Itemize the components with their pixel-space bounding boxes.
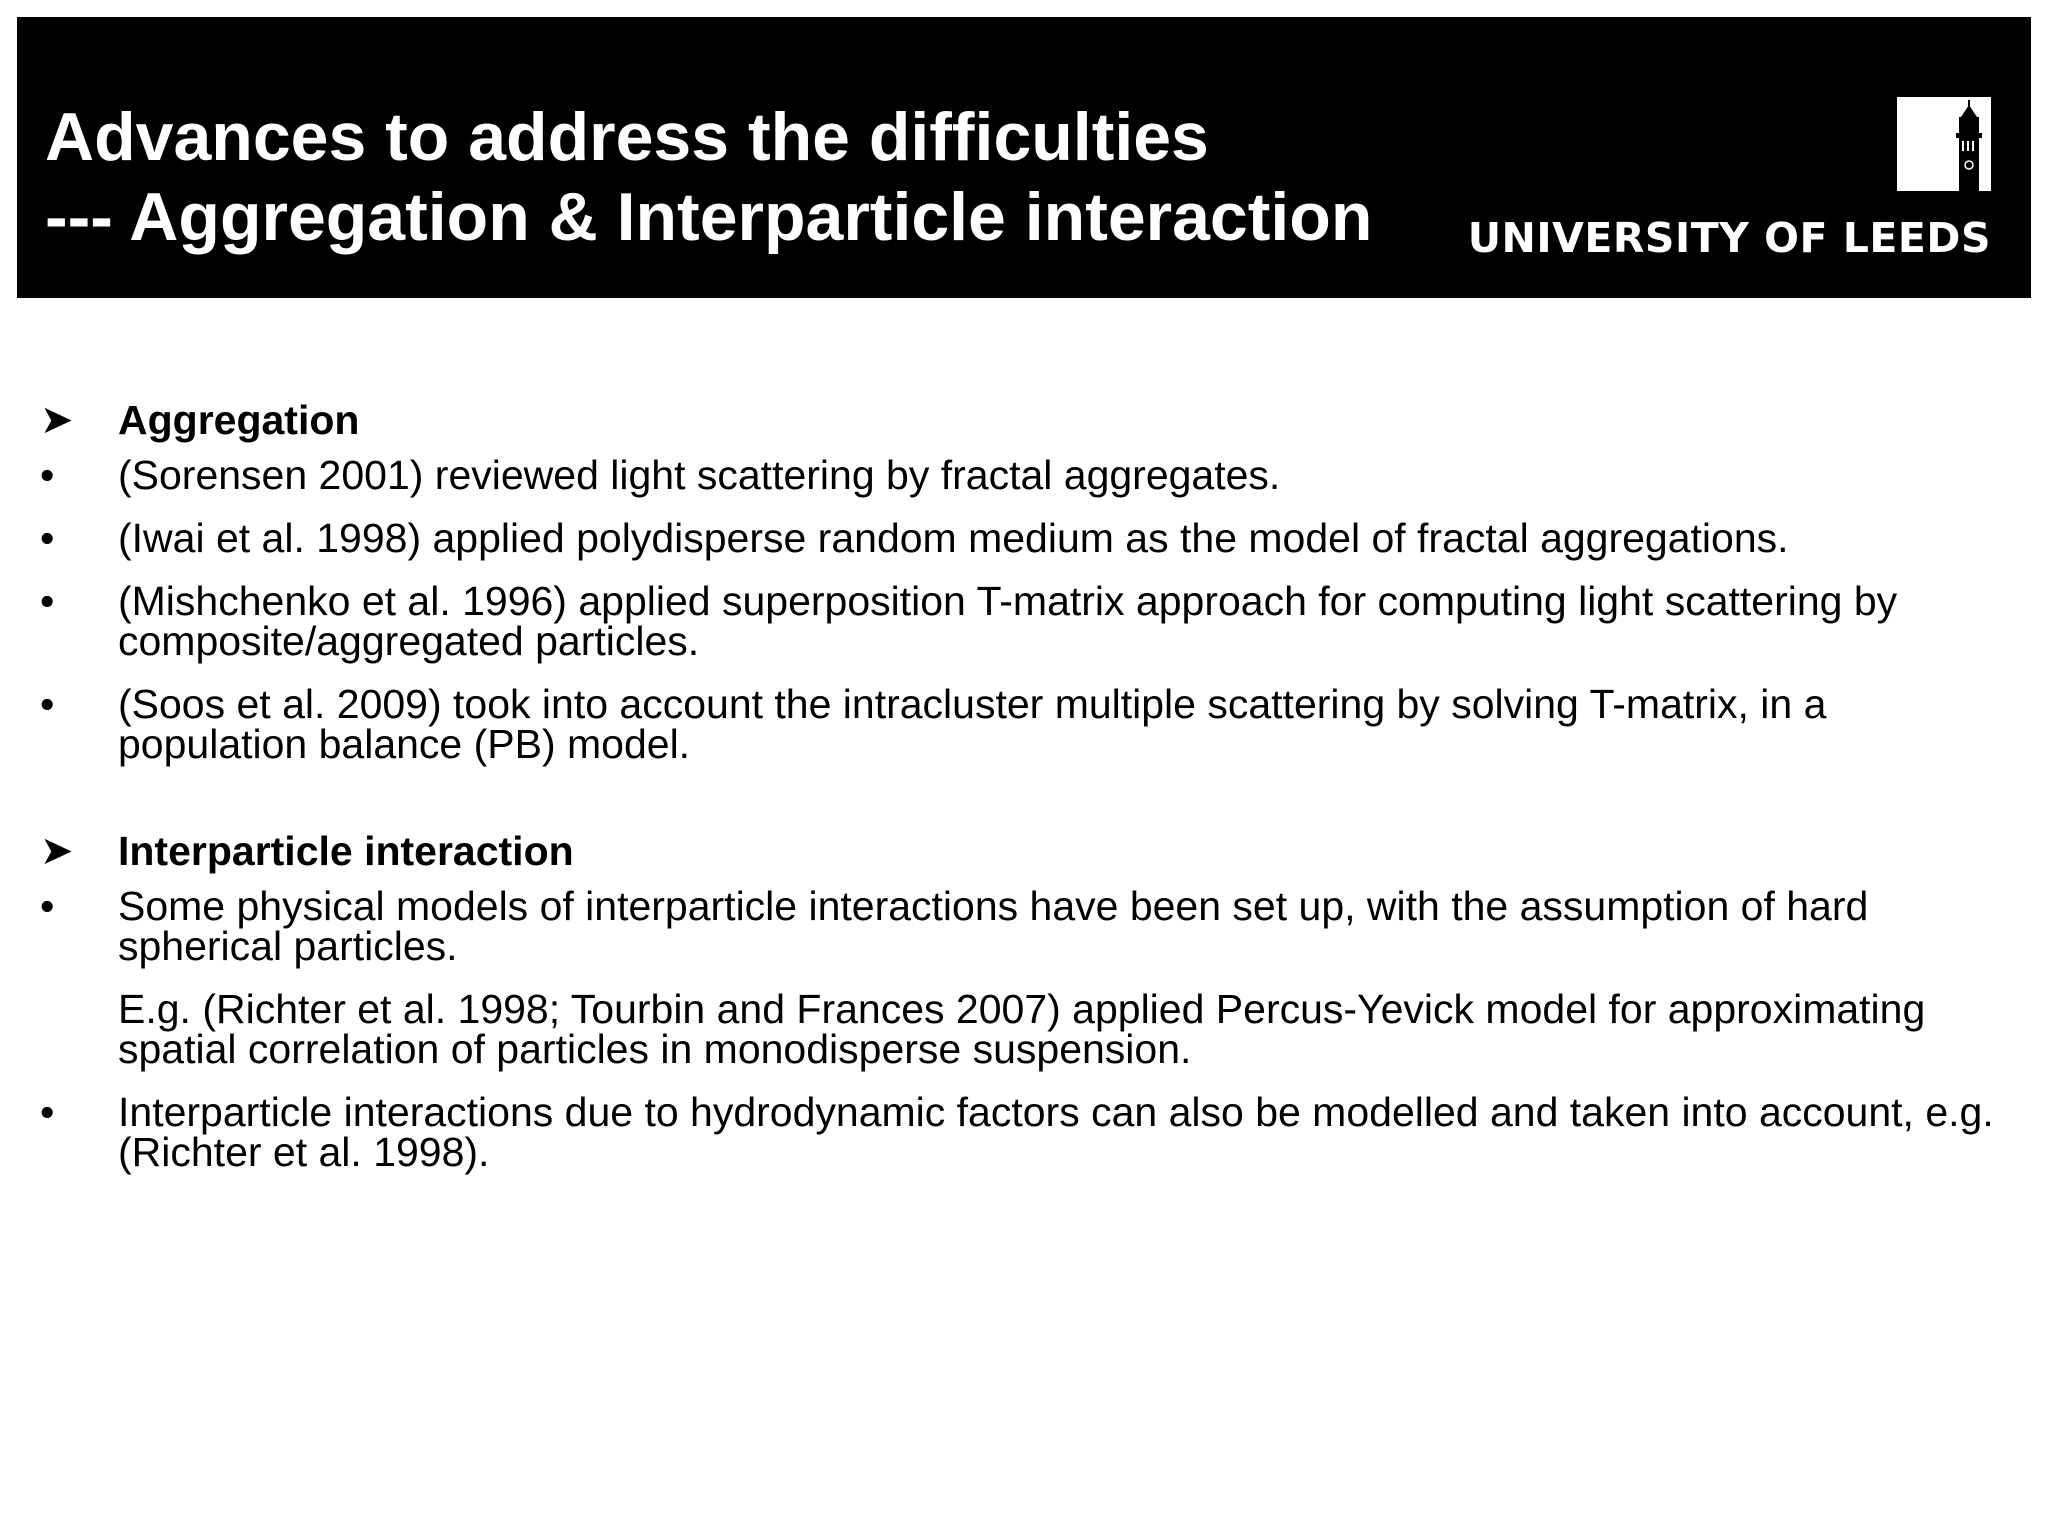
university-logo <box>1431 97 1991 267</box>
list-item-text: (Sorensen 2001) reviewed light scattering by fractal aggregates. <box>118 452 1281 498</box>
university-name: UNIVERSITY OF LEEDS <box>1467 214 1991 262</box>
list-item-text: Interparticle interactions due to hydrodynamic factors can also be modelled and taken into account, e.g. (Richter et al. 1998). <box>118 1089 1994 1175</box>
arrow-bullet-icon: ➤ <box>40 398 74 442</box>
slide-title <box>45 97 1372 257</box>
list-item <box>0 515 2048 561</box>
bullet-icon: • <box>40 452 55 498</box>
slide-title-line-1: Advances to address the difficulties <box>45 99 1209 175</box>
bullet-icon: • <box>40 883 55 929</box>
bullet-icon: • <box>40 578 55 624</box>
list-item <box>0 1089 2048 1175</box>
slide-title-line-2: --- Aggregation & Interparticle interaction <box>45 179 1373 255</box>
section-heading <box>0 826 2048 876</box>
list-item <box>0 681 2048 767</box>
bullet-icon: • <box>40 515 55 561</box>
leeds-tower-icon <box>1897 97 1991 191</box>
header-banner <box>17 17 2031 298</box>
bullet-icon: • <box>40 1089 55 1135</box>
example-paragraph: E.g. (Richter et al. 1998; Tourbin and Frances 2007) applied Percus-Yevick model for approximating spatial correlation of particles in monodisperse suspension. <box>118 986 1926 1072</box>
list-item-text: Some physical models of interparticle interactions have been set up, with the assumption of hard spherical particles. <box>118 883 1869 969</box>
section-heading-text: Interparticle interaction <box>118 828 574 874</box>
section-aggregation <box>0 395 2048 767</box>
list-item-text: (Mishchenko et al. 1996) applied superposition T-matrix approach for computing light scattering by composite/aggregated particles. <box>118 578 1898 664</box>
list-item-text: (Iwai et al. 1998) applied polydisperse random medium as the model of fractal aggregations. <box>118 515 1789 561</box>
list-item <box>0 452 2048 498</box>
bullet-icon: • <box>40 681 55 727</box>
list-item <box>0 578 2048 664</box>
section-heading <box>0 395 2048 445</box>
section-interparticle-interaction <box>0 826 2048 1175</box>
slide-content <box>0 395 2048 1195</box>
section-heading-text: Aggregation <box>118 397 360 443</box>
list-item <box>0 883 2048 969</box>
list-item-text: (Soos et al. 2009) took into account the intracluster multiple scattering by solving T-matrix, in a population balance (PB) model. <box>118 681 1827 767</box>
arrow-bullet-icon: ➤ <box>40 829 74 873</box>
